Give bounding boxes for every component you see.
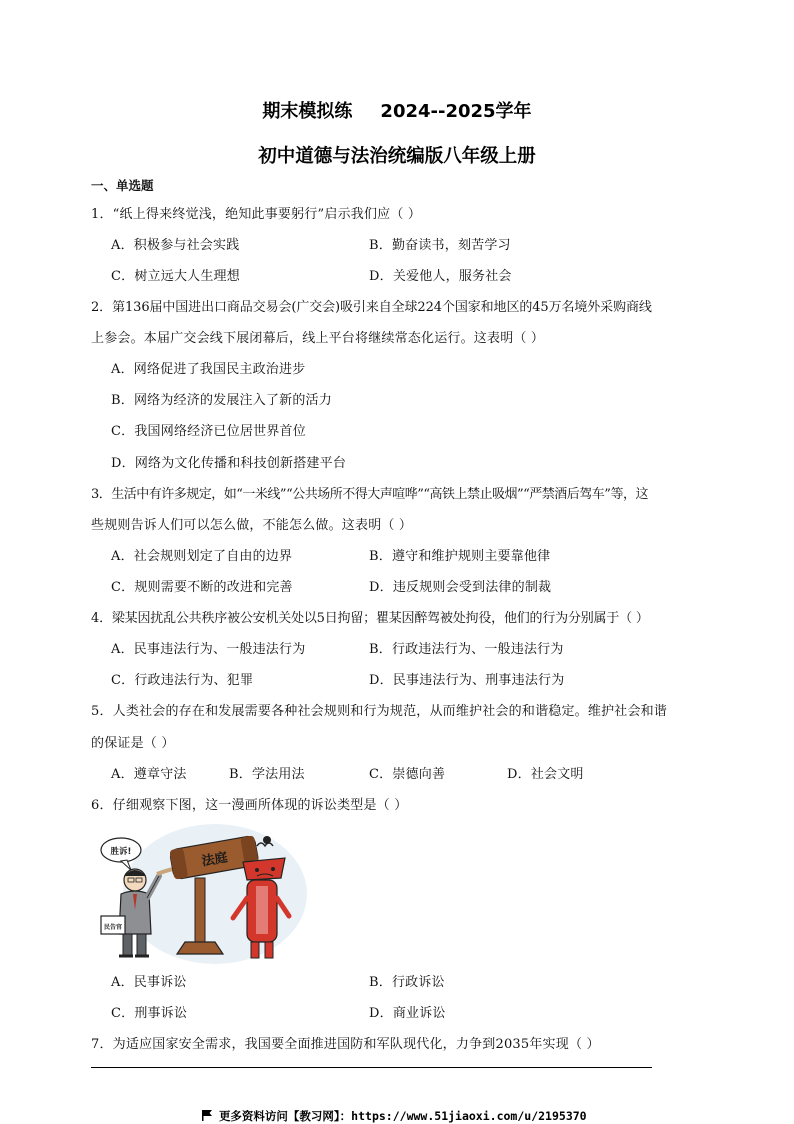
question-5-option-c: C．崇德向善 xyxy=(369,767,446,782)
question-6-option-b: B．行政诉讼 xyxy=(369,975,445,990)
gavel-label: 法庭 xyxy=(200,850,229,870)
question-3-stem-line-1: 3．生活中有许多规定，如“一米线”“公共场所不得大声喧哗”“高铁上禁止吸烟”“严禁酒后驾车”等，这 xyxy=(91,487,648,502)
question-1-option-b: B．勤奋读书，刻苦学习 xyxy=(369,238,511,253)
section-heading: 一、单选题 xyxy=(91,178,154,193)
flag-icon xyxy=(202,1110,212,1121)
footer-link[interactable] xyxy=(202,1108,587,1124)
title-name: 期末模拟练 xyxy=(262,101,353,122)
question-4-option-a: A．民事违法行为、一般违法行为 xyxy=(111,642,306,657)
question-3-option-a: A．社会规则划定了自由的边界 xyxy=(111,549,293,564)
question-1-stem: 1．“纸上得来终觉浅，绝知此事要躬行”启示我们应（ ） xyxy=(91,207,422,222)
bag-label: 民告官 xyxy=(103,924,123,931)
page-title xyxy=(0,97,794,123)
question-5-stem-line-1: 5．人类社会的存在和发展需要各种社会规则和行为规范，从而维护社会的和谐稳定。维护社会和谐 xyxy=(91,704,668,719)
speech-text: 胜诉! xyxy=(110,847,132,857)
question-5-option-d: D．社会文明 xyxy=(507,767,584,782)
question-4-stem: 4．梁某因扰乱公共秩序被公安机关处以5日拘留；瞿某因醉驾被处拘役，他们的行为分别属于（ ） xyxy=(91,611,649,626)
question-3-stem-line-2: 些规则告诉人们可以怎么做，不能怎么做。这表明（ ） xyxy=(91,518,413,533)
question-2-option-c: C．我国网络经济已位居世界首位 xyxy=(111,424,306,439)
question-5-option-b: B．学法用法 xyxy=(229,767,305,782)
question-6-option-d: D．商业诉讼 xyxy=(369,1006,446,1021)
footer-text: 更多资料访问【教习网】：https://www.51jiaoxi.com/u/2195370 xyxy=(218,1109,587,1123)
title-year: 2024--2025学年 xyxy=(380,101,532,122)
question-7-stem: 7．为适应国家安全需求，我国要全面推进国防和军队现代化，力争到2035年实现（ ） xyxy=(91,1037,600,1052)
question-4-option-d: D．民事违法行为、刑事违法行为 xyxy=(369,673,565,688)
question-3-option-d: D．违反规则会受到法律的制裁 xyxy=(369,580,552,595)
question-1-option-d: D．关爱他人，服务社会 xyxy=(369,269,512,284)
document-bag xyxy=(101,916,125,934)
question-6-option-c: C．刑事诉讼 xyxy=(111,1006,188,1021)
question-2-option-d: D．网络为文化传播和科技创新搭建平台 xyxy=(111,456,347,471)
question-1-option-a: A．积极参与社会实践 xyxy=(111,238,240,253)
question-3-option-c: C．规则需要不断的改进和完善 xyxy=(111,580,293,595)
question-1-option-c: C．树立远大人生理想 xyxy=(111,269,240,284)
question-2-option-b: B．网络为经济的发展注入了新的活力 xyxy=(111,393,332,408)
lawsuit-comic-illustration xyxy=(97,818,309,966)
footer-divider xyxy=(91,1067,652,1068)
question-2-stem-line-1: 2．第136届中国进出口商品交易会(广交会)吸引来自全球224个国家和地区的45万名境外采购商线 xyxy=(91,300,652,315)
question-6-stem: 6．仔细观察下图，这一漫画所体现的诉讼类型是（ ） xyxy=(91,798,408,813)
question-2-option-a: A．网络促进了我国民主政治进步 xyxy=(111,362,306,377)
page-subtitle: 初中道德与法治统编版八年级上册 xyxy=(258,146,536,167)
question-5-stem-line-2: 的保证是（ ） xyxy=(91,736,175,751)
question-6-option-a: A．民事诉讼 xyxy=(111,975,187,990)
question-3-option-b: B．遵守和维护规则主要靠他律 xyxy=(369,549,551,564)
question-2-stem-line-2: 上参会。本届广交会线下展闭幕后，线上平台将继续常态化运行。这表明（ ） xyxy=(91,331,545,346)
question-5-option-a: A．遵章守法 xyxy=(111,767,187,782)
question-4-option-b: B．行政违法行为、一般违法行为 xyxy=(369,642,564,657)
question-4-option-c: C．行政违法行为、犯罪 xyxy=(111,673,254,688)
